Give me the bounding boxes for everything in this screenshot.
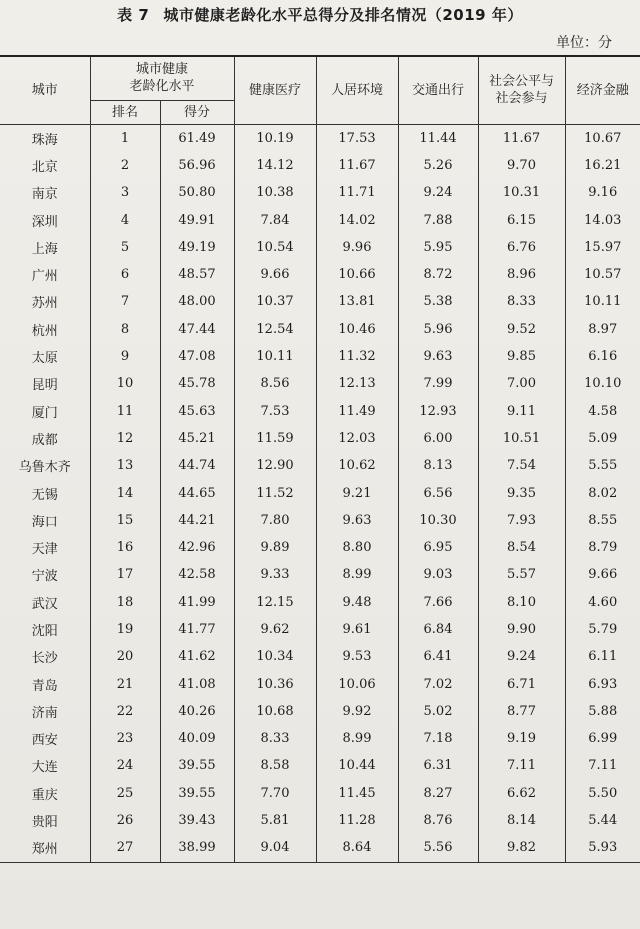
header-living: 人居环境 bbox=[316, 56, 398, 124]
health-cell: 9.66 bbox=[234, 261, 316, 288]
transport-cell: 5.95 bbox=[398, 234, 478, 261]
table-row bbox=[0, 261, 640, 288]
header-social bbox=[478, 56, 565, 124]
transport-cell: 6.00 bbox=[398, 425, 478, 452]
score-cell: 44.21 bbox=[160, 507, 234, 534]
health-cell: 9.33 bbox=[234, 561, 316, 588]
finance-cell: 5.09 bbox=[588, 430, 618, 446]
finance-cell: 8.55 bbox=[588, 512, 618, 528]
health-cell: 12.90 bbox=[234, 452, 316, 479]
finance-cell: 10.10 bbox=[584, 376, 622, 392]
city-cell: 重庆 bbox=[0, 780, 90, 807]
city-cell: 宁波 bbox=[0, 561, 90, 588]
rank-cell: 3 bbox=[90, 179, 160, 206]
social-cell: 6.71 bbox=[478, 670, 565, 697]
health-cell: 10.68 bbox=[234, 698, 316, 725]
header-score: 得分 bbox=[160, 100, 234, 124]
social-cell: 10.51 bbox=[478, 425, 565, 452]
social-cell: 6.76 bbox=[478, 234, 565, 261]
score-cell: 39.55 bbox=[160, 780, 234, 807]
finance-cell: 14.03 bbox=[584, 212, 622, 228]
table-row bbox=[0, 425, 640, 452]
living-cell: 11.28 bbox=[316, 807, 398, 834]
living-cell: 8.99 bbox=[316, 561, 398, 588]
table-row bbox=[0, 534, 640, 561]
living-cell: 10.46 bbox=[316, 316, 398, 343]
transport-cell: 5.02 bbox=[398, 698, 478, 725]
rank-cell: 6 bbox=[90, 261, 160, 288]
score-cell: 49.19 bbox=[160, 234, 234, 261]
living-cell: 13.81 bbox=[316, 288, 398, 315]
rank-cell: 26 bbox=[90, 807, 160, 834]
score-cell: 56.96 bbox=[160, 152, 234, 179]
table-row bbox=[0, 643, 640, 670]
living-cell: 12.13 bbox=[316, 370, 398, 397]
transport-cell: 5.26 bbox=[398, 152, 478, 179]
social-cell: 8.54 bbox=[478, 534, 565, 561]
city-cell: 无锡 bbox=[0, 479, 90, 506]
transport-cell: 5.96 bbox=[398, 316, 478, 343]
city-cell: 郑州 bbox=[0, 834, 90, 862]
score-cell: 38.99 bbox=[160, 834, 234, 862]
city-cell: 青岛 bbox=[0, 670, 90, 697]
health-cell: 10.54 bbox=[234, 234, 316, 261]
city-cell: 昆明 bbox=[0, 370, 90, 397]
table-row bbox=[0, 124, 640, 152]
table-row bbox=[0, 507, 640, 534]
finance-cell: 5.93 bbox=[565, 834, 640, 862]
rank-cell: 9 bbox=[90, 343, 160, 370]
finance-cell: 6.99 bbox=[588, 731, 618, 747]
finance-cell: 10.11 bbox=[584, 294, 622, 310]
social-cell: 7.93 bbox=[478, 507, 565, 534]
table-title bbox=[0, 4, 640, 25]
living-cell: 17.53 bbox=[316, 124, 398, 152]
health-cell: 5.81 bbox=[234, 807, 316, 834]
city-cell: 珠海 bbox=[0, 124, 90, 152]
rank-cell: 20 bbox=[90, 643, 160, 670]
health-cell: 12.15 bbox=[234, 589, 316, 616]
score-cell: 48.00 bbox=[160, 288, 234, 315]
social-cell: 7.54 bbox=[478, 452, 565, 479]
health-cell: 12.54 bbox=[234, 316, 316, 343]
finance-cell: 8.02 bbox=[588, 485, 618, 501]
city-cell: 上海 bbox=[0, 234, 90, 261]
health-cell: 14.12 bbox=[234, 152, 316, 179]
header-rank: 排名 bbox=[90, 100, 160, 124]
finance-cell: 5.88 bbox=[588, 703, 618, 719]
transport-cell: 7.02 bbox=[398, 670, 478, 697]
city-cell: 深圳 bbox=[0, 206, 90, 233]
table-row bbox=[0, 589, 640, 616]
health-cell: 10.19 bbox=[234, 124, 316, 152]
city-cell: 北京 bbox=[0, 152, 90, 179]
transport-cell: 9.03 bbox=[398, 561, 478, 588]
social-cell: 9.82 bbox=[478, 834, 565, 862]
city-cell: 贵阳 bbox=[0, 807, 90, 834]
score-cell: 42.58 bbox=[160, 561, 234, 588]
living-cell: 9.63 bbox=[316, 507, 398, 534]
finance-cell: 6.16 bbox=[588, 349, 618, 365]
transport-cell: 8.13 bbox=[398, 452, 478, 479]
finance-cell: 10.67 bbox=[584, 130, 622, 146]
rank-cell: 16 bbox=[90, 534, 160, 561]
social-cell: 9.11 bbox=[478, 397, 565, 424]
score-cell: 48.57 bbox=[160, 261, 234, 288]
finance-cell: 9.66 bbox=[588, 567, 618, 583]
score-cell: 40.09 bbox=[160, 725, 234, 752]
city-cell: 天津 bbox=[0, 534, 90, 561]
living-cell: 8.99 bbox=[316, 725, 398, 752]
table-row bbox=[0, 288, 640, 315]
health-cell: 7.80 bbox=[234, 507, 316, 534]
transport-cell: 7.66 bbox=[398, 589, 478, 616]
rank-cell: 2 bbox=[90, 152, 160, 179]
city-cell: 太原 bbox=[0, 343, 90, 370]
health-cell: 8.33 bbox=[234, 725, 316, 752]
rank-cell: 14 bbox=[90, 479, 160, 506]
social-cell: 9.85 bbox=[478, 343, 565, 370]
finance-cell: 6.93 bbox=[588, 676, 618, 692]
city-cell: 大连 bbox=[0, 752, 90, 779]
table-row bbox=[0, 752, 640, 779]
finance-cell: 10.57 bbox=[584, 267, 622, 283]
finance-cell: 6.11 bbox=[588, 649, 618, 665]
score-cell: 44.74 bbox=[160, 452, 234, 479]
city-cell: 杭州 bbox=[0, 316, 90, 343]
city-cell: 苏州 bbox=[0, 288, 90, 315]
table-title-text: 城市健康老龄化水平总得分及排名情况（2019 年） bbox=[163, 6, 523, 24]
table-row bbox=[0, 152, 640, 179]
living-cell: 11.32 bbox=[316, 343, 398, 370]
social-cell: 7.00 bbox=[478, 370, 565, 397]
transport-cell: 8.27 bbox=[398, 780, 478, 807]
transport-cell: 6.84 bbox=[398, 616, 478, 643]
transport-cell: 8.72 bbox=[398, 261, 478, 288]
rank-cell: 4 bbox=[90, 206, 160, 233]
score-cell: 44.65 bbox=[160, 479, 234, 506]
header-health: 健康医疗 bbox=[234, 56, 316, 124]
living-cell: 9.21 bbox=[316, 479, 398, 506]
finance-cell: 5.44 bbox=[588, 813, 618, 829]
ranking-table bbox=[0, 55, 640, 863]
finance-cell: 16.21 bbox=[584, 157, 622, 173]
table-row bbox=[0, 206, 640, 233]
score-cell: 45.63 bbox=[160, 397, 234, 424]
unit-label: 单位：分 bbox=[556, 35, 612, 51]
living-cell: 8.64 bbox=[316, 834, 398, 862]
finance-cell: 8.97 bbox=[588, 321, 618, 337]
living-cell: 9.53 bbox=[316, 643, 398, 670]
table-row bbox=[0, 698, 640, 725]
transport-cell: 8.76 bbox=[398, 807, 478, 834]
rank-cell: 13 bbox=[90, 452, 160, 479]
living-cell: 9.48 bbox=[316, 589, 398, 616]
finance-cell: 9.16 bbox=[588, 185, 618, 201]
health-cell: 8.56 bbox=[234, 370, 316, 397]
social-cell: 9.35 bbox=[478, 479, 565, 506]
score-cell: 50.80 bbox=[160, 179, 234, 206]
transport-cell: 11.44 bbox=[398, 124, 478, 152]
transport-cell: 7.88 bbox=[398, 206, 478, 233]
living-cell: 10.66 bbox=[316, 261, 398, 288]
health-cell: 10.38 bbox=[234, 179, 316, 206]
score-cell: 39.43 bbox=[160, 807, 234, 834]
transport-cell: 10.30 bbox=[398, 507, 478, 534]
social-cell: 6.62 bbox=[478, 780, 565, 807]
social-cell: 9.19 bbox=[478, 725, 565, 752]
transport-cell: 12.93 bbox=[398, 397, 478, 424]
score-cell: 39.55 bbox=[160, 752, 234, 779]
finance-cell: 5.50 bbox=[588, 785, 618, 801]
table-row bbox=[0, 452, 640, 479]
city-cell: 厦门 bbox=[0, 397, 90, 424]
rank-cell: 15 bbox=[90, 507, 160, 534]
social-cell: 9.70 bbox=[478, 152, 565, 179]
table-row bbox=[0, 316, 640, 343]
living-cell: 10.62 bbox=[316, 452, 398, 479]
header-city: 城市 bbox=[0, 56, 90, 124]
transport-cell: 5.56 bbox=[398, 834, 478, 862]
city-cell: 乌鲁木齐 bbox=[0, 452, 90, 479]
table-row bbox=[0, 561, 640, 588]
score-cell: 61.49 bbox=[160, 124, 234, 152]
city-cell: 成都 bbox=[0, 425, 90, 452]
finance-cell: 4.58 bbox=[588, 403, 618, 419]
transport-cell: 6.56 bbox=[398, 479, 478, 506]
transport-cell: 6.31 bbox=[398, 752, 478, 779]
health-cell: 9.04 bbox=[234, 834, 316, 862]
living-cell: 9.61 bbox=[316, 616, 398, 643]
social-cell: 7.11 bbox=[478, 752, 565, 779]
living-cell: 9.96 bbox=[316, 234, 398, 261]
score-cell: 41.08 bbox=[160, 670, 234, 697]
score-cell: 41.77 bbox=[160, 616, 234, 643]
rank-cell: 22 bbox=[90, 698, 160, 725]
score-cell: 40.26 bbox=[160, 698, 234, 725]
health-cell: 10.36 bbox=[234, 670, 316, 697]
finance-cell: 5.55 bbox=[588, 458, 618, 474]
score-cell: 42.96 bbox=[160, 534, 234, 561]
rank-cell: 24 bbox=[90, 752, 160, 779]
rank-cell: 21 bbox=[90, 670, 160, 697]
table-row bbox=[0, 725, 640, 752]
social-cell: 8.33 bbox=[478, 288, 565, 315]
living-cell: 10.06 bbox=[316, 670, 398, 697]
city-cell: 武汉 bbox=[0, 589, 90, 616]
social-cell: 9.24 bbox=[478, 643, 565, 670]
table-row bbox=[0, 616, 640, 643]
score-cell: 49.91 bbox=[160, 206, 234, 233]
living-cell: 10.44 bbox=[316, 752, 398, 779]
social-cell: 8.77 bbox=[478, 698, 565, 725]
living-cell: 11.67 bbox=[316, 152, 398, 179]
living-cell: 11.49 bbox=[316, 397, 398, 424]
table-row bbox=[0, 670, 640, 697]
rank-cell: 25 bbox=[90, 780, 160, 807]
city-cell: 济南 bbox=[0, 698, 90, 725]
transport-cell: 5.38 bbox=[398, 288, 478, 315]
rank-cell: 17 bbox=[90, 561, 160, 588]
score-cell: 41.62 bbox=[160, 643, 234, 670]
health-cell: 9.89 bbox=[234, 534, 316, 561]
finance-cell: 15.97 bbox=[584, 239, 622, 255]
score-cell: 47.44 bbox=[160, 316, 234, 343]
header-overall-group bbox=[90, 56, 234, 100]
score-cell: 45.21 bbox=[160, 425, 234, 452]
health-cell: 10.37 bbox=[234, 288, 316, 315]
health-cell: 7.84 bbox=[234, 206, 316, 233]
table-row bbox=[0, 807, 640, 834]
rank-cell: 1 bbox=[90, 124, 160, 152]
rank-cell: 23 bbox=[90, 725, 160, 752]
score-cell: 41.99 bbox=[160, 589, 234, 616]
rank-cell: 11 bbox=[90, 397, 160, 424]
health-cell: 11.52 bbox=[234, 479, 316, 506]
living-cell: 11.45 bbox=[316, 780, 398, 807]
finance-cell: 8.79 bbox=[588, 540, 618, 556]
header-overall-line2: 老龄化水平 bbox=[129, 79, 195, 95]
header-social-line1: 社会公平与 bbox=[489, 74, 555, 90]
health-cell: 10.11 bbox=[234, 343, 316, 370]
table-number: 表 7 bbox=[117, 6, 150, 24]
table-row bbox=[0, 234, 640, 261]
living-cell: 8.80 bbox=[316, 534, 398, 561]
social-cell: 10.31 bbox=[478, 179, 565, 206]
table-row bbox=[0, 397, 640, 424]
table-row bbox=[0, 179, 640, 206]
social-cell: 5.57 bbox=[478, 561, 565, 588]
rank-cell: 7 bbox=[90, 288, 160, 315]
social-cell: 11.67 bbox=[478, 124, 565, 152]
city-cell: 沈阳 bbox=[0, 616, 90, 643]
score-cell: 47.08 bbox=[160, 343, 234, 370]
social-cell: 9.52 bbox=[478, 316, 565, 343]
table-row bbox=[0, 780, 640, 807]
health-cell: 11.59 bbox=[234, 425, 316, 452]
city-cell: 海口 bbox=[0, 507, 90, 534]
transport-cell: 7.18 bbox=[398, 725, 478, 752]
city-cell: 广州 bbox=[0, 261, 90, 288]
header-social-line2: 社会参与 bbox=[495, 91, 548, 107]
header-transport: 交通出行 bbox=[398, 56, 478, 124]
table-body bbox=[0, 124, 640, 862]
social-cell: 8.10 bbox=[478, 589, 565, 616]
city-cell: 西安 bbox=[0, 725, 90, 752]
table-row bbox=[0, 834, 640, 862]
transport-cell: 9.63 bbox=[398, 343, 478, 370]
social-cell: 8.96 bbox=[478, 261, 565, 288]
social-cell: 6.15 bbox=[478, 206, 565, 233]
living-cell: 9.92 bbox=[316, 698, 398, 725]
finance-cell: 4.60 bbox=[588, 594, 618, 610]
rank-cell: 19 bbox=[90, 616, 160, 643]
transport-cell: 6.41 bbox=[398, 643, 478, 670]
rank-cell: 18 bbox=[90, 589, 160, 616]
living-cell: 11.71 bbox=[316, 179, 398, 206]
table-row bbox=[0, 370, 640, 397]
transport-cell: 6.95 bbox=[398, 534, 478, 561]
health-cell: 9.62 bbox=[234, 616, 316, 643]
rank-cell: 27 bbox=[90, 834, 160, 862]
finance-cell: 5.79 bbox=[588, 621, 618, 637]
health-cell: 7.70 bbox=[234, 780, 316, 807]
social-cell: 9.90 bbox=[478, 616, 565, 643]
health-cell: 8.58 bbox=[234, 752, 316, 779]
city-cell: 长沙 bbox=[0, 643, 90, 670]
header-overall-line1: 城市健康 bbox=[136, 62, 189, 78]
table-row bbox=[0, 343, 640, 370]
social-cell: 8.14 bbox=[478, 807, 565, 834]
score-cell: 45.78 bbox=[160, 370, 234, 397]
transport-cell: 9.24 bbox=[398, 179, 478, 206]
rank-cell: 5 bbox=[90, 234, 160, 261]
health-cell: 7.53 bbox=[234, 397, 316, 424]
finance-cell: 7.11 bbox=[588, 758, 618, 774]
transport-cell: 7.99 bbox=[398, 370, 478, 397]
rank-cell: 8 bbox=[90, 316, 160, 343]
header-finance: 经济金融 bbox=[565, 56, 640, 124]
living-cell: 14.02 bbox=[316, 206, 398, 233]
health-cell: 10.34 bbox=[234, 643, 316, 670]
city-cell: 南京 bbox=[0, 179, 90, 206]
living-cell: 12.03 bbox=[316, 425, 398, 452]
table-row bbox=[0, 479, 640, 506]
rank-cell: 12 bbox=[90, 425, 160, 452]
rank-cell: 10 bbox=[90, 370, 160, 397]
